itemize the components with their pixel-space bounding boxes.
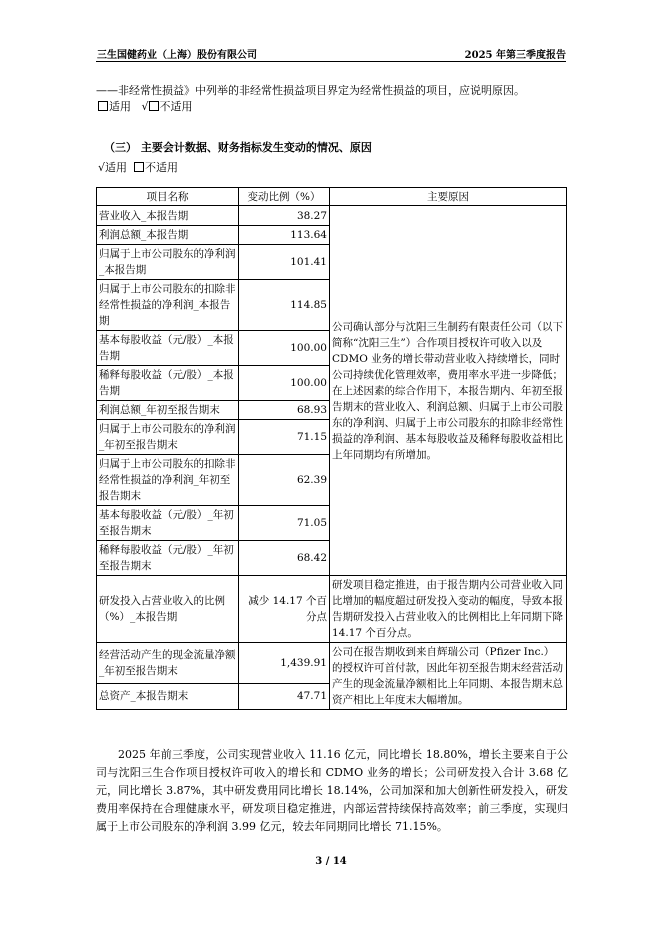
row-value: 62.39 bbox=[239, 455, 330, 506]
applicable-label: 适用 bbox=[109, 100, 131, 113]
row-value: 114.85 bbox=[239, 280, 330, 331]
table-row bbox=[97, 576, 567, 643]
row-name: 归属于上市公司股东的扣除非经常性损益的净利润_年初至报告期末 bbox=[97, 455, 239, 506]
row-value: 100.00 bbox=[239, 331, 330, 366]
row-name: 稀释每股收益（元/股）_本报告期 bbox=[97, 366, 239, 401]
checkmark-icon: √ bbox=[141, 100, 149, 113]
row-value: 1,439.91 bbox=[239, 643, 330, 684]
row-value: 101.41 bbox=[239, 245, 330, 280]
reason-revenue-profit: 公司确认部分与沈阳三生制药有限责任公司（以下简称“沈阳三生”）合作项目授权许可收入以及 CDMO 业务的增长带动营业收入持续增长，同时公司持续优化管理效率，费用率水平进一步降低；在上述因素的综合作用下，本报告期内、年初至报告期末的营业收入、利润总额、归属于上市公司股东的净利润、归属于上市公司股东的扣除非经常性损益的净利润、基本每股收益及稀释每股收益相比上年同期均有所增加。 bbox=[330, 206, 567, 576]
row-name: 基本每股收益（元/股）_本报告期 bbox=[97, 331, 239, 366]
row-value: 减少 14.17 个百分点 bbox=[239, 576, 330, 643]
row-name: 利润总额_本报告期 bbox=[97, 226, 239, 245]
row-name: 归属于上市公司股东的净利润_本报告期 bbox=[97, 245, 239, 280]
row-name: 归属于上市公司股东的净利润_年初至报告期末 bbox=[97, 420, 239, 455]
table-header-row bbox=[97, 188, 567, 206]
header-main-reason: 主要原因 bbox=[330, 188, 567, 206]
section-title: （三） 主要会计数据、财务指标发生变动的情况、原因 bbox=[104, 141, 372, 154]
applicable-label: 适用 bbox=[105, 161, 128, 174]
reason-cashflow-assets: 公司在报告期收到来自辉瑞公司（Pfizer Inc.）的授权许可首付款，因此年初至报告期末经营活动产生的现金流量净额相比上年同期、本报告期末总资产相比上年度末大幅增加。 bbox=[330, 643, 567, 710]
row-name: 利润总额_年初至报告期末 bbox=[97, 401, 239, 420]
row-name: 研发投入占营业收入的比例（%）_本报告期 bbox=[97, 576, 239, 643]
row-name: 经营活动产生的现金流量净额_年初至报告期末 bbox=[97, 643, 239, 684]
checkbox-empty-icon bbox=[98, 101, 108, 111]
row-name: 基本每股收益（元/股）_年初至报告期末 bbox=[97, 506, 239, 541]
table-row bbox=[97, 206, 567, 226]
applicability-options-2 bbox=[98, 161, 178, 175]
row-value: 71.05 bbox=[239, 506, 330, 541]
row-value: 68.42 bbox=[239, 541, 330, 576]
row-value: 38.27 bbox=[239, 206, 330, 226]
change-reasons-table bbox=[96, 187, 567, 710]
checkmark-icon: √ bbox=[98, 161, 106, 174]
not-applicable-label: 不适用 bbox=[159, 100, 193, 113]
applicability-options-1 bbox=[98, 100, 193, 114]
summary-paragraph: 2025 年前三季度，公司实现营业收入 11.16 亿元，同比增长 18.80%，增长主要来自于公司与沈阳三生合作项目授权许可收入的增长和 CDMO 业务的增长；公司研发投入合计 3.68 亿元，同比增长 3.87%，其中研发费用同比增长 18.14%，公司加深和加大创新性研发投入，研发费用率保持在合理健康水平，研发项目稳定推进，内部运营持续保持高效率；前三季度，实现归属于上市公司股东的净利润 3.99 亿元，较去年同期同比增长 71.15%。 bbox=[96, 748, 568, 833]
not-applicable-label: 不适用 bbox=[145, 161, 179, 174]
row-name: 稀释每股收益（元/股）_年初至报告期末 bbox=[97, 541, 239, 576]
row-value: 71.15 bbox=[239, 420, 330, 455]
reason-rd-ratio: 研发项目稳定推进，由于报告期内公司营业收入同比增加的幅度超过研发投入变动的幅度，导致本报告期研发投入占营业收入的比例相比上年同期下降 14.17 个百分点。 bbox=[330, 576, 567, 643]
row-value: 100.00 bbox=[239, 366, 330, 401]
company-name: 三生国健药业（上海）股份有限公司 bbox=[97, 50, 257, 61]
row-value: 68.93 bbox=[239, 401, 330, 420]
row-name: 营业收入_本报告期 bbox=[97, 206, 239, 226]
header-change-ratio: 变动比例（%） bbox=[239, 188, 330, 206]
intro-line: ——非经常性损益》中列举的非经常性损益项目界定为经常性损益的项目，应说明原因。 bbox=[96, 84, 525, 97]
header-divider bbox=[96, 61, 566, 62]
table-row bbox=[97, 643, 567, 684]
row-value: 113.64 bbox=[239, 226, 330, 245]
checkbox-empty-icon bbox=[149, 101, 159, 111]
row-name: 归属于上市公司股东的扣除非经常性损益的净利润_本报告期 bbox=[97, 280, 239, 331]
page-number: 3 / 14 bbox=[315, 856, 347, 867]
row-name: 总资产_本报告期末 bbox=[97, 683, 239, 709]
header-item-name: 项目名称 bbox=[97, 188, 239, 206]
checkbox-empty-icon bbox=[134, 162, 144, 172]
report-title: 2025 年第三季度报告 bbox=[464, 50, 566, 61]
row-value: 47.71 bbox=[239, 683, 330, 709]
